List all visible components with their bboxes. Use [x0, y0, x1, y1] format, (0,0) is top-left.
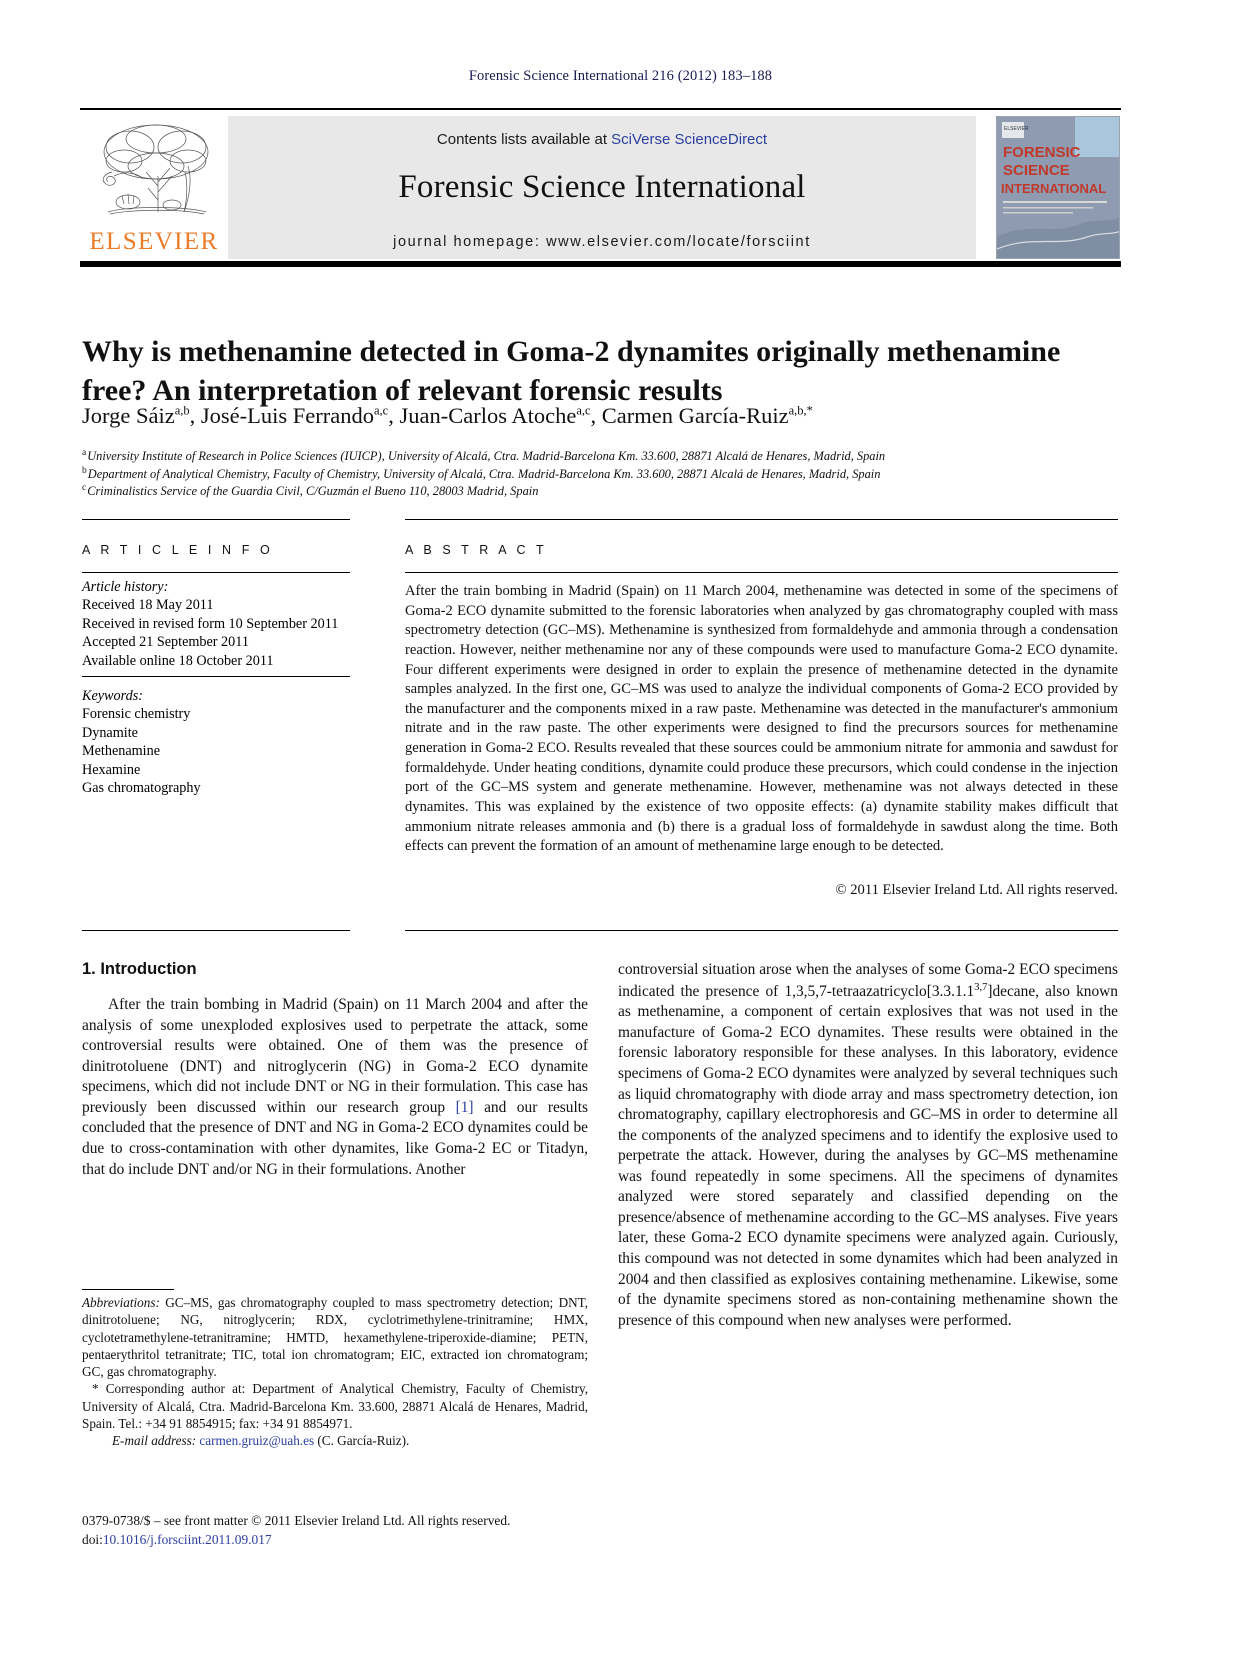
footnote-block	[82, 1294, 588, 1450]
doi-link[interactable]: 10.1016/j.forsciint.2011.09.017	[102, 1531, 272, 1547]
author-affiliation-marks: a,c	[576, 403, 591, 418]
author-name: Carmen García-Ruiz	[601, 403, 789, 428]
article-info-top-rule	[82, 519, 350, 520]
article-history-label: Article history:	[82, 579, 169, 595]
history-item: Available online 18 October 2011	[82, 652, 274, 669]
keyword-list	[82, 687, 357, 798]
author-separator: ,	[388, 403, 400, 428]
author-affiliation-marks: a,b	[174, 403, 190, 418]
doi-line	[82, 1531, 602, 1550]
svg-text:SCIENCE: SCIENCE	[1003, 162, 1070, 179]
abstract-text: After the train bombing in Madrid (Spain) on 11 March 2004, methenamine was detected in some of the specimens of Goma-2 ECO dynamite submitted to the forensic laboratories when analyzed by gas chromatography coupled with mass spectrometry detection (GC–MS). Methenamine is synthesized from formaldehyde and ammonia through a condensation reaction. However, neither methenamine nor any of these compounds were used to manufacture Goma-2 ECO dynamite. Four different experiments were designed in order to explain the presence of methenamine detected in the dynamite samples analyzed. In the first one, GC–MS was used to analyze the individual components of Goma-2 ECO provided by the manufacturer and the components mixed in a raw paste. Methenamine was detected in the manufacturer's ammonium nitrate and in the raw paste. The other experiments were designed to find the precursors sources for methenamine generation in Goma-2 ECO. Results revealed that these sources could be ammonium nitrate for ammonia and sawdust for formaldehyde. Under heating conditions, dynamite could produce these precursors, which could condense in the injection port of the GC–MS system and generate methenamine. However, methenamine was not always detected in these dynamites. This was explained by the existence of two opposite effects: (a) dynamite stability makes difficult that ammonium nitrate releases ammonia and (b) there is a gradual loss of formaldehyde in sawdust along the time. Both effects can prevent the formation of an amount of methenamine large enough to be detected.	[405, 583, 1118, 855]
keywords-label: Keywords:	[82, 688, 143, 704]
front-matter-line: 0379-0738/$ – see front matter © 2011 Elsevier Ireland Ltd. All rights reserved.	[82, 1513, 511, 1528]
affiliation-mark: a	[82, 448, 87, 458]
abbreviations-text: GC–MS, gas chromatography coupled to mass spectrometry detection; DNT, dinitrotoluene; NG, nitroglycerin; RDX, cyclotrimethylene-trinitramine; HMX, cyclotetramethylene-tetranitramine; HMTD, hexamethylene-triperoxide-diamine; PETN, pentaerythritol tetranitrate; TIC, total ion chromatogram; EIC, extracted ion chromatogram; GC, gas chromatography.	[82, 1295, 588, 1380]
journal-masthead	[80, 108, 1121, 263]
svg-text:INTERNATIONAL: INTERNATIONAL	[1001, 181, 1107, 196]
author-separator: ,	[189, 403, 201, 428]
elsevier-tree-icon	[84, 116, 224, 228]
author-name: Juan-Carlos Atoche	[399, 403, 577, 428]
abstract-top-rule	[405, 519, 1118, 520]
affiliation-item	[82, 465, 1117, 483]
doi-label: doi:	[82, 1531, 103, 1547]
abbreviations-label: Abbreviations:	[82, 1295, 160, 1310]
intro-right-part2: ]decane, also known as methenamine, a component of certain explosives that was not used in the manufacture of Goma-2 ECO dynamites. These results were obtained in the forensic laboratory responsible for these analyses. In this laboratory, evidence specimens of Goma-2 ECO dynamites were analyzed by several techniques such as liquid chromatography with diode array and mass spectrometry detection, ion chromatography, capillary electrophoresis and GC–MS in order to determine all the components of the analyzed specimens and to identify the explosive used to perpetrate the attack. However, during the analyses by GC–MS methenamine was found repeatedly in some specimens. All the specimens of dynamites analyzed were stored separately and classified depending on the presence/absence of methenamine according to the GC–MS analyses. Five years later, these Goma-2 ECO dynamite specimens were analyzed again. Curiously, this compound was not detected in some dynamites which had been analyzed in 2004 and then classified as explosives containing methenamine. Likewise, some of the dynamite specimens stored as non-containing methenamine shown the presence of this compound when new analyses were performed.	[618, 982, 1118, 1329]
email-footnote	[82, 1432, 588, 1449]
history-item: Accepted 21 September 2011	[82, 634, 249, 651]
keyword-item: Gas chromatography	[82, 780, 201, 797]
email-address-link[interactable]: carmen.gruiz@uah.es	[199, 1433, 315, 1449]
keyword-item: Hexamine	[82, 761, 141, 778]
abstract-rule-1	[405, 572, 1118, 573]
affiliation-mark: b	[82, 465, 87, 476]
journal-cover-image	[997, 117, 1120, 259]
journal-homepage-line[interactable]: journal homepage: www.elsevier.com/locate/forsciint	[393, 234, 811, 250]
contents-available-line	[437, 131, 767, 148]
author-separator: ,	[590, 403, 602, 428]
contents-prefix: Contents lists available at	[436, 131, 612, 148]
keyword-item: Forensic chemistry	[82, 706, 191, 723]
keyword-item: Dynamite	[82, 724, 138, 741]
chemical-name-superscript: 3,7	[974, 981, 988, 993]
affiliation-mark: c	[82, 483, 87, 494]
intro-text-part2: and our results concluded that the presence of DNT and NG in Goma-2 ECO dynamites could be due to cross-contamination with other dynamites, like Goma-2 EC or Titadyn, that do include DNT and/or NG in their formulations. Another	[82, 1098, 589, 1178]
sciencedirect-link[interactable]: SciVerse ScienceDirect	[611, 131, 768, 148]
abstract-heading: A B S T R A C T	[405, 543, 548, 557]
email-attribution: (C. García-Ruiz).	[314, 1433, 410, 1449]
abstract-bottom-rule	[405, 930, 1118, 931]
affiliation-list	[82, 447, 1117, 500]
affiliation-item	[82, 482, 1117, 500]
body-column-left	[82, 960, 588, 1180]
corresponding-author-footnote: * Corresponding author at: Department of Analytical Chemistry, Faculty of Chemistry, University of Alcalá, Ctra. Madrid-Barcelona Km. 33.600, 28871 Alcalá de Henares, Madrid, Spain. Tel.: +34 91 8854915; fax: +34 91 8854971.	[82, 1381, 588, 1431]
svg-text:ELSEVIER: ELSEVIER	[1004, 126, 1029, 132]
affiliation-text: Department of Analytical Chemistry, Faculty of Chemistry, University of Alcalá, Ctra. Madrid-Barcelona Km. 33.600, 28871 Alcalá de Henares, Madrid, Spain	[87, 466, 881, 481]
journal-band	[228, 116, 976, 259]
masthead-top-rule	[80, 108, 1121, 110]
journal-cover-thumbnail	[996, 116, 1120, 259]
article-info-rule-2	[82, 676, 350, 677]
intro-right-part1: controversial situation arose when the analyses of some Goma-2 ECO specimens indicated the presence of 1,3,5,7-tetraazatricyclo[3.3.1.1	[618, 961, 1118, 1000]
footnote-separator-rule	[82, 1289, 174, 1290]
svg-text:FORENSIC: FORENSIC	[1003, 144, 1081, 161]
journal-title: Forensic Science International	[398, 169, 806, 205]
masthead-bottom-rule	[80, 261, 1121, 267]
affiliation-item	[82, 447, 1117, 465]
author-list	[82, 403, 1112, 429]
introduction-paragraph-left	[82, 995, 588, 1180]
article-history	[82, 578, 357, 670]
section-heading-introduction: 1. Introduction	[82, 960, 197, 978]
author-affiliation-marks: a,c	[373, 403, 389, 418]
abstract-copyright: © 2011 Elsevier Ireland Ltd. All rights reserved.	[835, 882, 1118, 898]
history-item: Received 18 May 2011	[82, 597, 214, 614]
body-column-right	[618, 960, 1118, 1331]
history-item: Received in revised form 10 September 2011	[82, 615, 339, 632]
abbreviations-footnote	[82, 1294, 588, 1380]
article-info-heading: A R T I C L E I N F O	[82, 543, 274, 557]
affiliation-text: University Institute of Research in Police Sciences (IUICP), University of Alcalá, Ctra. Madrid-Barcelona Km. 33.600, 28871 Alcalá de Henares, Madrid, Spain	[87, 449, 886, 464]
author-affiliation-marks: a,b,*	[788, 403, 813, 418]
keyword-item: Methenamine	[82, 743, 161, 760]
imprint-block	[82, 1512, 602, 1549]
elsevier-wordmark: ELSEVIER	[89, 228, 219, 255]
affiliation-text: Criminalistics Service of the Guardia Civil, C/Guzmán el Bueno 110, 28003 Madrid, Spain	[87, 484, 539, 499]
email-label: E-mail address:	[112, 1433, 197, 1449]
intro-text-part1: After the train bombing in Madrid (Spain) on 11 March 2004 and after the analysis of some unexploded explosives used to perpetrate the attack, some controversial results were obtained. One of them was the presence of dinitrotoluene (DNT) and nitroglycerin (NG) in Goma-2 ECO dynamite specimens, which did not include DNT or NG in their formulation. This case has previously been discussed within our research group	[82, 996, 588, 1116]
article-info-rule-1	[82, 572, 350, 573]
author-name: Jorge Sáiz	[82, 403, 175, 428]
running-head: Forensic Science International 216 (2012) 183–188	[468, 68, 773, 84]
article-info-bottom-rule	[82, 930, 350, 931]
citation-reference-1[interactable]: [1]	[455, 1098, 474, 1116]
elsevier-logo	[80, 116, 228, 258]
author-name: José-Luis Ferrando	[200, 403, 374, 428]
introduction-paragraph-right	[618, 960, 1118, 1331]
article-title: Why is methenamine detected in Goma-2 dynamites originally methenamine free? An interpretation of relevant forensic results	[82, 335, 1061, 407]
